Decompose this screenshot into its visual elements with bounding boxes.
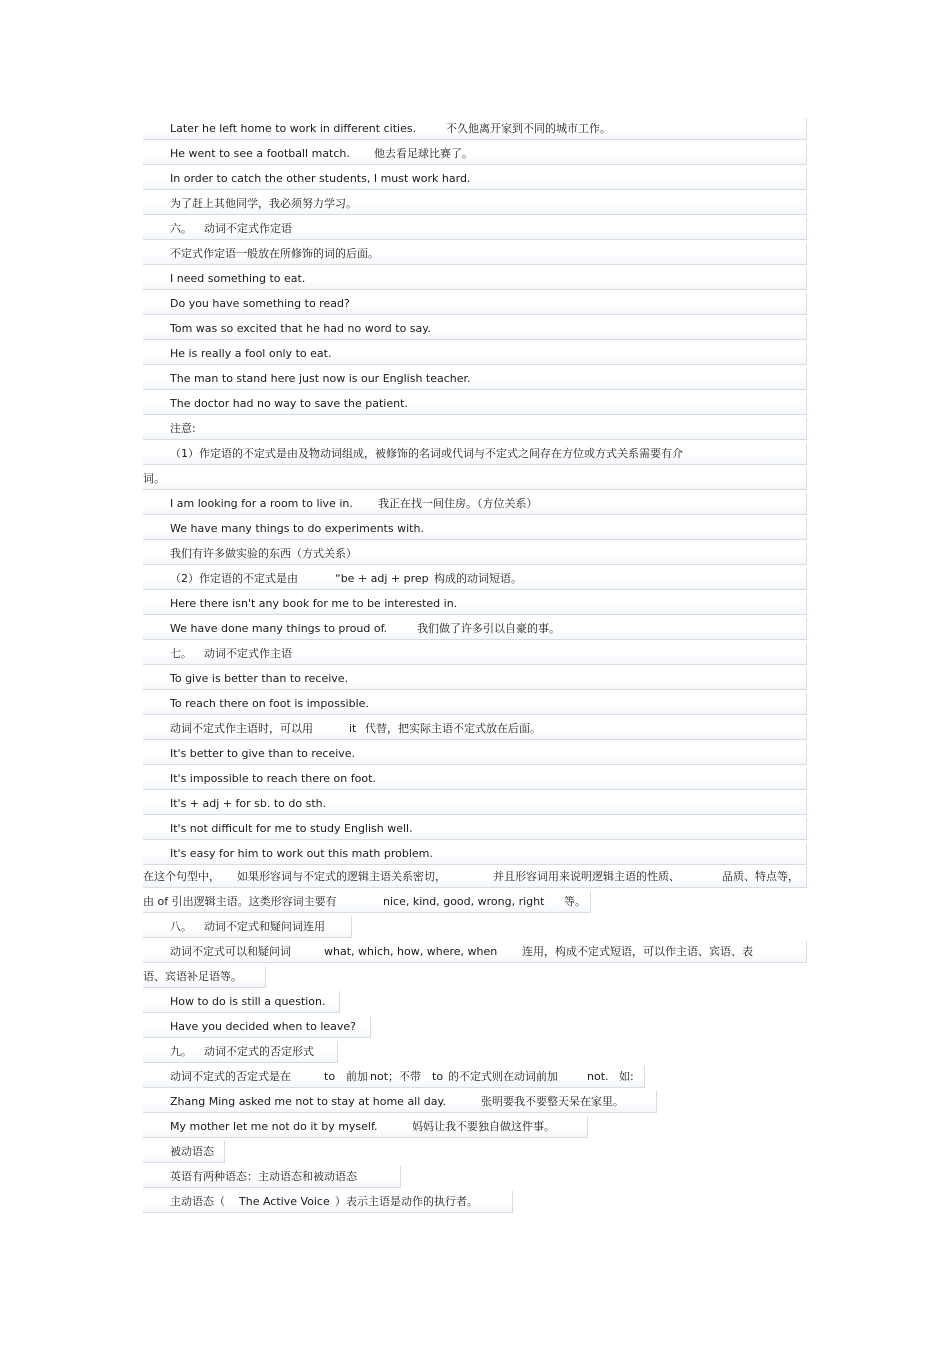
line-text: The man to stand here just now is our English teacher. — [170, 372, 471, 385]
section-title: 动词不定式作主语 — [204, 647, 292, 660]
text-line — [143, 693, 807, 715]
text-line — [143, 1091, 657, 1113]
line-translation: 我们做了许多引以自豪的事。 — [417, 622, 560, 635]
text-line — [143, 941, 807, 963]
line-text: The doctor had no way to save the patient. — [170, 397, 408, 410]
line-text-2: it — [349, 722, 357, 735]
line-text: 在这个句型中， — [143, 870, 220, 883]
text-line — [143, 168, 807, 190]
line-text: 动词不定式的否定式是在 — [170, 1070, 291, 1083]
line-text-8: 如: — [619, 1070, 634, 1083]
line-text: I am looking for a room to live in. — [170, 497, 353, 510]
note-label — [143, 418, 807, 440]
line-text-3: 代替，把实际主语不定式放在后面。 — [365, 722, 541, 735]
section-title: 动词不定式和疑问词连用 — [204, 920, 325, 933]
text-line — [143, 443, 807, 465]
text-line — [143, 793, 807, 815]
section-number: 八。 — [170, 920, 192, 933]
line-text-2: to — [324, 1070, 336, 1083]
line-text: To give is better than to receive. — [170, 672, 349, 685]
line-text-2: what, which, how, where, when — [324, 945, 498, 958]
line-text: 语、宾语补足语等。 — [143, 970, 242, 983]
line-text-2: 如果形容词与不定式的逻辑主语关系密切， — [237, 870, 446, 883]
text-line — [143, 343, 807, 365]
line-text: 主动语态（ — [170, 1195, 225, 1208]
text-line — [143, 468, 807, 490]
line-text: It's better to give than to receive. — [170, 747, 356, 760]
text-line — [143, 293, 807, 315]
line-text: It's easy for him to work out this math problem. — [170, 847, 433, 860]
text-line — [143, 768, 807, 790]
line-text-3: 构成的动词短语。 — [434, 572, 522, 585]
line-text: 被动语态 — [170, 1145, 214, 1158]
text-line — [143, 1116, 588, 1138]
line-text: 动词不定式作主语时，可以用 — [170, 722, 313, 735]
text-line — [143, 568, 807, 590]
text-line — [143, 193, 807, 215]
text-line — [143, 1016, 371, 1038]
line-text-2: “be + adj + prep — [335, 572, 429, 585]
line-text-6: 的不定式则在动词前加 — [448, 1070, 558, 1083]
line-text: It's impossible to reach there on foot. — [170, 772, 376, 785]
text-line — [143, 818, 807, 840]
text-line — [143, 243, 807, 265]
text-line — [143, 493, 807, 515]
text-line — [143, 966, 266, 988]
text-line — [143, 543, 807, 565]
section-heading — [143, 1041, 338, 1063]
section-title: 动词不定式作定语 — [204, 222, 292, 235]
text-line — [143, 866, 807, 888]
text-line — [143, 743, 807, 765]
line-text: Here there isn't any book for me to be interested in. — [170, 597, 458, 610]
line-text: He is really a fool only to eat. — [170, 347, 332, 360]
line-text: （2）作定语的不定式是由 — [170, 572, 298, 585]
line-text: 为了赶上其他同学，我必须努力学习。 — [170, 197, 357, 210]
line-text: 词。 — [143, 472, 165, 485]
section-title: 动词不定式的否定形式 — [204, 1045, 314, 1058]
line-translation: 我正在找一间住房。（方位关系） — [378, 497, 538, 510]
line-text: 不定式作定语一般放在所修饰的词的后面。 — [170, 247, 379, 260]
text-line — [143, 518, 807, 540]
text-line — [143, 718, 807, 740]
text-line — [143, 268, 807, 290]
line-text-3: 前加 — [346, 1070, 368, 1083]
text-line — [143, 593, 807, 615]
line-text: Later he left home to work in different cities. — [170, 122, 417, 135]
line-text-3: 并且形容词用来说明逻辑主语的性质、 — [493, 870, 680, 883]
line-translation: 他去看足球比赛了。 — [374, 147, 473, 160]
text-line — [143, 1166, 401, 1188]
text-line — [143, 1141, 225, 1163]
line-text: 我们有许多做实验的东西（方式关系） — [170, 547, 357, 560]
text-line — [143, 1191, 513, 1213]
line-text: Zhang Ming asked me not to stay at home all day. — [170, 1095, 446, 1108]
section-heading — [143, 218, 807, 240]
line-text: 注意: — [170, 422, 196, 435]
line-text: Have you decided when to leave? — [170, 1020, 357, 1033]
line-text: Tom was so excited that he had no word to say. — [170, 322, 431, 335]
line-text: 动词不定式可以和疑问词 — [170, 945, 291, 958]
text-line — [143, 143, 807, 165]
text-line — [143, 891, 591, 913]
line-text: （1）作定语的不定式是由及物动词组成，被修饰的名词或代词与不定式之间存在方位或方式关系需要有介 — [170, 447, 683, 460]
line-text-5: to — [432, 1070, 444, 1083]
line-text: It's not difficult for me to study English well. — [170, 822, 413, 835]
line-translation: 张明要我不要整天呆在家里。 — [481, 1095, 624, 1108]
line-text: 由 of 引出逻辑主语。这类形容词主要有 — [143, 895, 337, 908]
text-line — [143, 393, 807, 415]
line-text: He went to see a football match. — [170, 147, 350, 160]
line-translation: 妈妈让我不要独自做这件事。 — [412, 1120, 555, 1133]
line-text: 英语有两种语态：主动语态和被动语态 — [170, 1170, 357, 1183]
line-text-7: not. — [587, 1070, 609, 1083]
section-heading — [143, 916, 352, 938]
section-heading — [143, 643, 807, 665]
line-text-4: not；不带 — [370, 1070, 422, 1083]
line-text: We have done many things to proud of. — [170, 622, 388, 635]
line-text-3: 连用，构成不定式短语，可以作主语、宾语、表 — [522, 945, 753, 958]
line-text: How to do is still a question. — [170, 995, 326, 1008]
line-text: In order to catch the other students, I must work hard. — [170, 172, 471, 185]
text-line — [143, 118, 807, 140]
text-line — [143, 368, 807, 390]
line-text-2: The Active Voice — [239, 1195, 330, 1208]
text-line — [143, 618, 807, 640]
line-text-3: 等。 — [564, 895, 586, 908]
line-translation: 不久他离开家到不同的城市工作。 — [446, 122, 611, 135]
line-text-2: nice, kind, good, wrong, right — [383, 895, 545, 908]
line-text: To reach there on foot is impossible. — [170, 697, 369, 710]
line-text-3: ）表示主语是动作的执行者。 — [335, 1195, 478, 1208]
line-text-4: 品质、特点等， — [722, 870, 799, 883]
section-number: 七。 — [170, 647, 192, 660]
line-text: I need something to eat. — [170, 272, 306, 285]
line-text: My mother let me not do it by myself. — [170, 1120, 378, 1133]
text-line — [143, 668, 807, 690]
line-text: It's + adj + for sb. to do sth. — [170, 797, 327, 810]
line-text: We have many things to do experiments with. — [170, 522, 424, 535]
section-number: 六。 — [170, 222, 192, 235]
section-number: 九。 — [170, 1045, 192, 1058]
text-line — [143, 843, 807, 865]
text-line — [143, 991, 340, 1013]
line-text: Do you have something to read? — [170, 297, 350, 310]
text-line — [143, 1066, 645, 1088]
text-line — [143, 318, 807, 340]
